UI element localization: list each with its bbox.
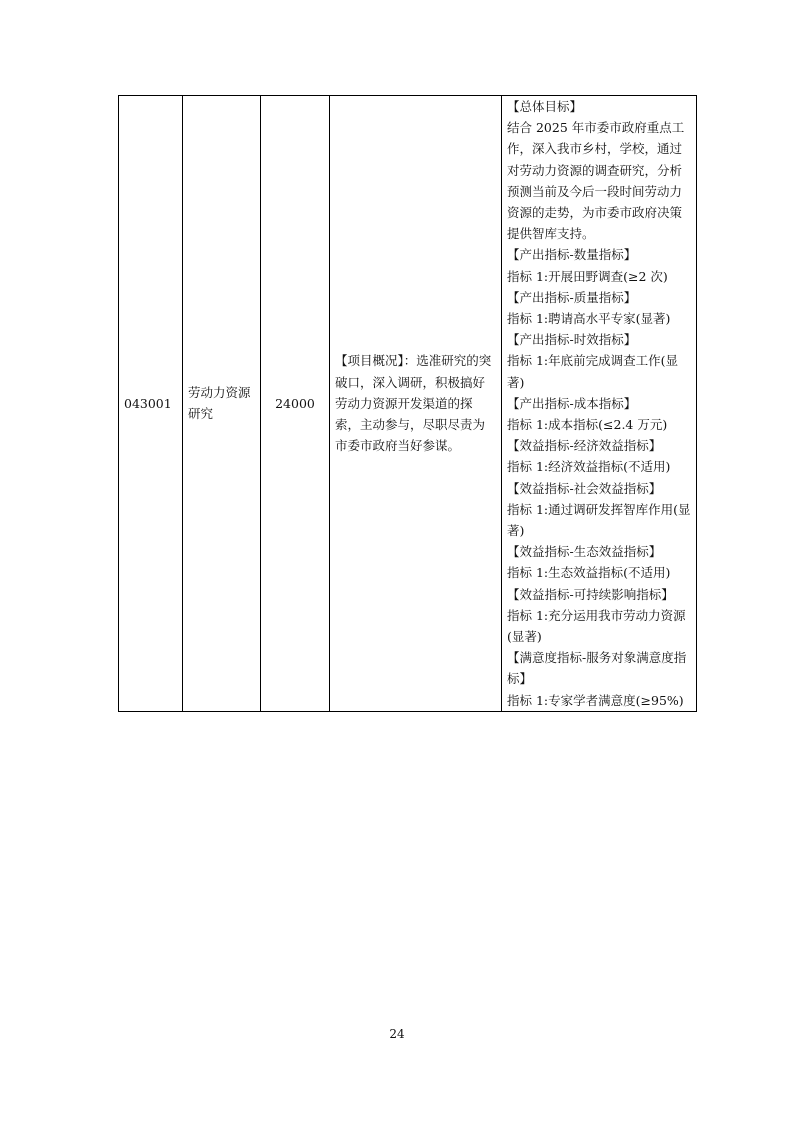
- table-row: [119, 96, 697, 712]
- indicator-heading: 【产出指标-数量指标】: [507, 247, 637, 263]
- project-name-cell: 劳动力资源研究: [183, 96, 261, 712]
- indicator-heading: 【效益指标-可持续影响指标】: [507, 586, 674, 602]
- indicator-heading: 【满意度指标-服务对象满意度指标】: [507, 650, 687, 687]
- indicator-heading: 【产出指标-质量指标】: [507, 289, 637, 305]
- indicator-heading: 【效益指标-经济效益指标】: [507, 438, 662, 454]
- indicator-item: 指标 1:聘请高水平专家(显著): [507, 311, 671, 327]
- indicator-heading: 【效益指标-社会效益指标】: [507, 480, 662, 496]
- project-goals-cell: [502, 96, 697, 712]
- indicator-item: 指标 1:成本指标(≤2.4 万元): [507, 417, 668, 433]
- indicator-item: 指标 1:专家学者满意度(≥95%): [507, 692, 684, 708]
- goal-text: 结合 2025 年市委市政府重点工作，深入我市乡村，学校，通过对劳动力资源的调查研究，分析预测当前及今后一段时间劳动力资源的走势，为市委市政府决策提供智库支持。: [507, 120, 685, 242]
- project-code-cell: 043001: [119, 96, 183, 712]
- project-table: [118, 95, 697, 712]
- indicator-item: 指标 1:通过调研发挥智库作用(显著): [507, 501, 691, 539]
- indicator-heading: 【效益指标-生态效益指标】: [507, 544, 662, 560]
- indicator-item: 指标 1:开展田野调查(≥2 次): [507, 268, 668, 284]
- goal-heading: 【总体目标】: [507, 99, 583, 114]
- indicator-heading: 【产出指标-时效指标】: [507, 332, 637, 348]
- project-amount-cell: 24000: [261, 96, 330, 712]
- project-description-cell: 【项目概况】：选准研究的突破口，深入调研，积极搞好劳动力资源开发渠道的探索，主动参与，尽职尽责为市委市政府当好参谋。: [330, 96, 502, 712]
- page-number: 24: [389, 1027, 405, 1041]
- indicator-heading: 【产出指标-成本指标】: [507, 395, 637, 411]
- indicator-item: 指标 1:充分运用我市劳动力资源(显著): [507, 607, 686, 645]
- indicator-item: 指标 1:经济效益指标(不适用): [507, 459, 671, 475]
- indicator-item: 指标 1:生态效益指标(不适用): [507, 565, 671, 581]
- indicator-item: 指标 1:年底前完成调查工作(显著): [507, 353, 679, 390]
